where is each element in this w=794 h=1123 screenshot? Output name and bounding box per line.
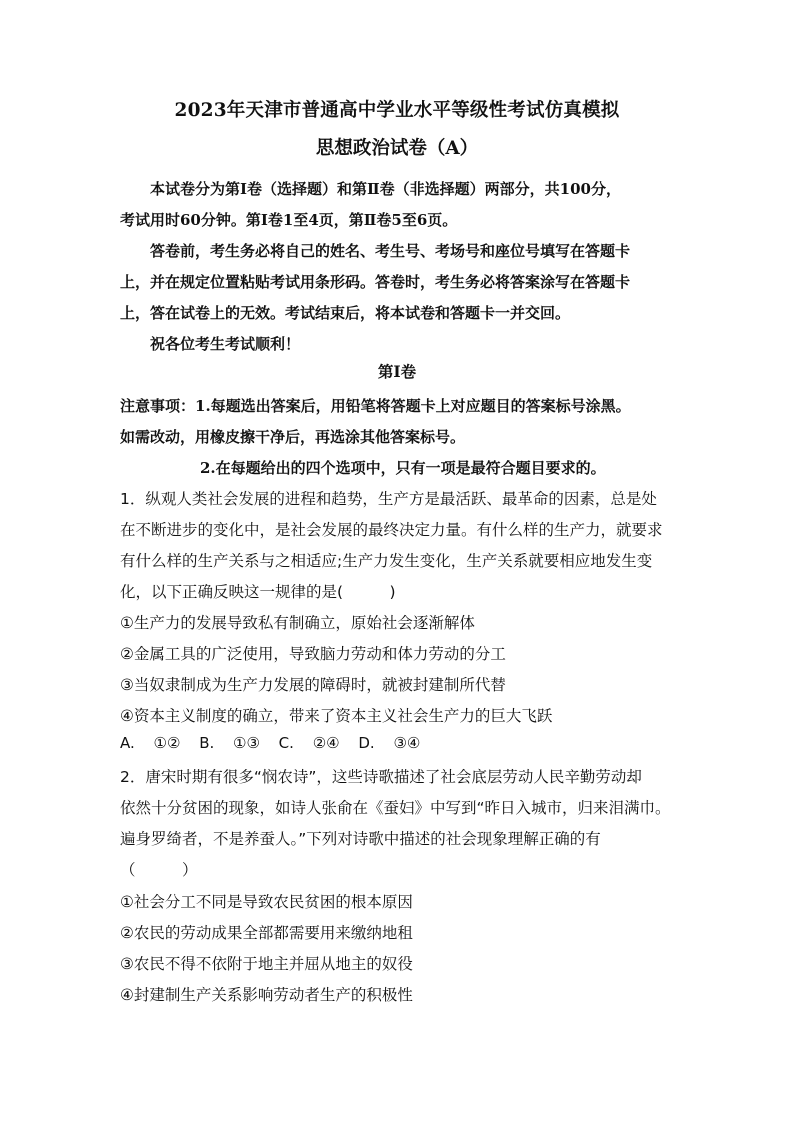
question-2-option-3: ③农民不得不依附于地主并屈从地主的奴役 <box>120 955 413 973</box>
question-1-option-1: ①生产力的发展导致私有制确立，原始社会逐渐解体 <box>120 614 475 632</box>
question-1-option-2: ②金属工具的广泛使用，导致脑力劳动和体力劳动的分工 <box>120 645 506 663</box>
question-2-line-4: （ ） <box>120 861 198 879</box>
intro-line-6: 祝各位考生考试顺利！ <box>150 335 301 353</box>
intro-line-4: 上，并在规定位置粘贴考试用条形码。答卷时，考生务必将答案涂写在答题卡 <box>120 273 631 291</box>
question-1-line-4: 化，以下正确反映这一规律的是( ) <box>120 583 396 601</box>
question-1-option-4: ④资本主义制度的确立，带来了资本主义社会生产力的巨大飞跃 <box>120 707 553 725</box>
section-title: 第Ⅰ卷 <box>377 362 417 381</box>
question-2-line-1: 2．唐宋时期有很多“悯农诗”，这些诗歌描述了社会底层劳动人民辛勤劳动却 <box>120 768 642 786</box>
notice-line-3: 2.在每题给出的四个选项中，只有一项是最符合题目要求的。 <box>200 459 606 477</box>
notice-line-1: 注意事项：1.每题选出答案后，用铅笔将答题卡上对应题目的答案标号涂黑。 <box>120 397 631 415</box>
exam-subtitle: 思想政治试卷（A） <box>315 138 479 159</box>
exam-title: 2023年天津市普通高中学业水平等级性考试仿真模拟 <box>174 100 620 121</box>
question-1-option-3: ③当奴隶制成为生产力发展的障碍时，就被封建制所代替 <box>120 676 506 694</box>
question-1-choices: A. ①② B. ①③ C. ②④ D. ③④ <box>120 734 421 752</box>
question-2-line-3: 遍身罗绮者，不是养蚕人。”下列对诗歌中描述的社会现象理解正确的有 <box>120 830 601 848</box>
question-1-line-2: 在不断进步的变化中，是社会发展的最终决定力量。有什么样的生产力，就要求 <box>120 521 663 539</box>
question-1-line-3: 有什么样的生产关系与之相适应;生产力发生变化，生产关系就要相应地发生变 <box>120 552 653 570</box>
question-2-line-2: 依然十分贫困的现象，如诗人张俞在《蚕妇》中写到“昨日入城市，归来泪满巾。 <box>120 799 671 817</box>
intro-line-2: 考试用时60分钟。第Ⅰ卷1至4页，第Ⅱ卷5至6页。 <box>120 211 458 229</box>
intro-line-1: 本试卷分为第Ⅰ卷（选择题）和第Ⅱ卷（非选择题）两部分，共100分， <box>150 180 621 198</box>
question-2-option-1: ①社会分工不同是导致农民贫困的根本原因 <box>120 893 413 911</box>
notice-line-2: 如需改动，用橡皮擦干净后，再选涂其他答案标号。 <box>120 428 466 446</box>
intro-line-5: 上，答在试卷上的无效。考试结束后，将本试卷和答题卡一并交回。 <box>120 304 571 322</box>
question-2-option-4: ④封建制生产关系影响劳动者生产的积极性 <box>120 986 413 1004</box>
intro-line-3: 答卷前，考生务必将自己的姓名、考生号、考场号和座位号填写在答题卡 <box>150 242 631 260</box>
question-1-line-1: 1．纵观人类社会发展的进程和趋势，生产方是最活跃、最革命的因素，总是处 <box>120 490 657 508</box>
question-2-option-2: ②农民的劳动成果全部都需要用来缴纳地租 <box>120 924 413 942</box>
